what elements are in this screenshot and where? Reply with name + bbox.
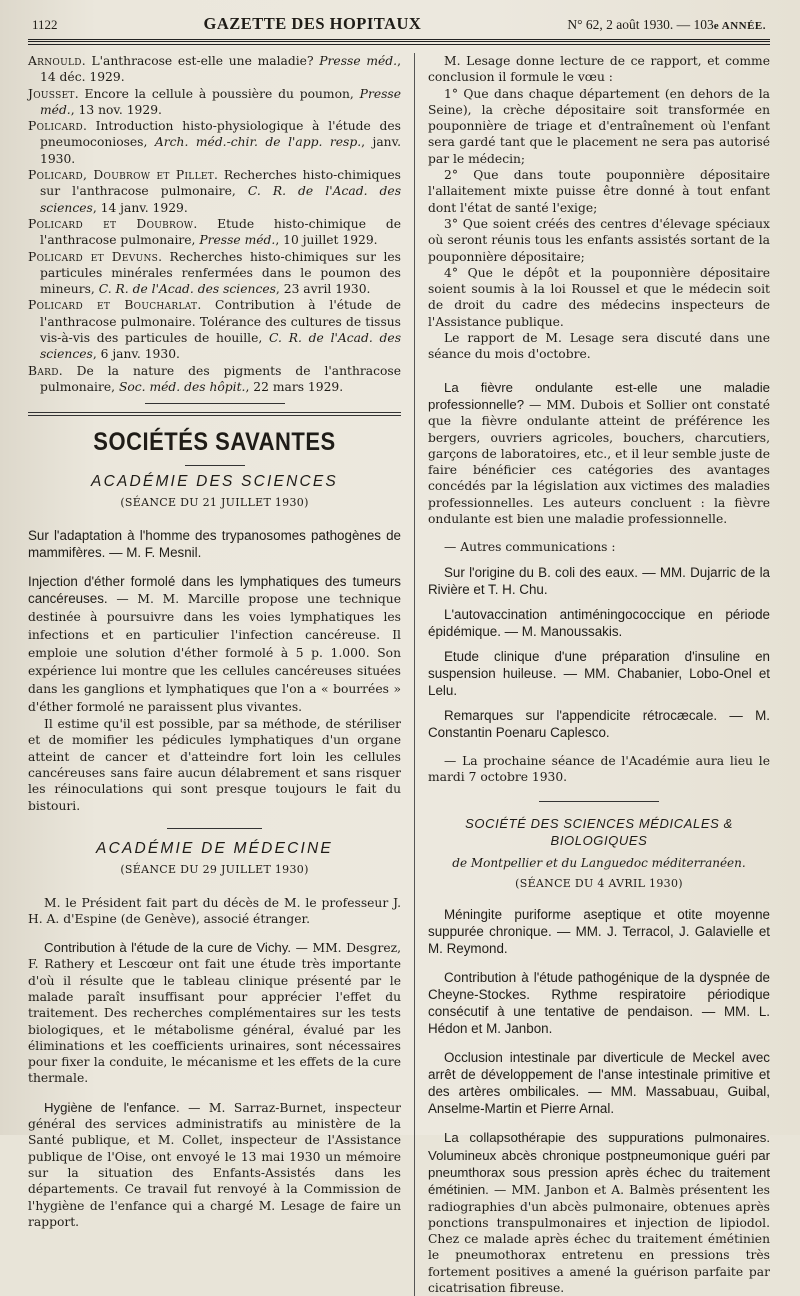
- reference-author: Policard: [28, 119, 83, 134]
- article-body: Il estime qu'il est possible, par sa méthode, de stériliser et de momifier les pédicules lymphatiques d'un organe atteint de cancer et d'atteindre fort loin les cellules cancéreuses sans faire aucun délabrement et sans risquer les réinoculations qui sont presque toujours le fait du bistouri.: [28, 717, 401, 813]
- reference-item: [28, 216, 401, 249]
- reference-author: Jousset: [28, 86, 75, 101]
- reference-date: , 13 nov. 1929.: [70, 102, 162, 117]
- reference-item: [28, 363, 401, 396]
- communication-title: Sur l'origine du B. coli des eaux. — MM. Dujarric de la Rivière et T. H. Chu.: [428, 564, 770, 597]
- reference-text: . Recherches histo-chimiques sur les particules minérales renfermées dans le poumon des mineurs,: [40, 249, 401, 297]
- societe-title: SOCIÉTÉ DES SCIENCES MÉDICALES & BIOLOGIQUES: [465, 816, 733, 848]
- article-body: M. le Président fait part du décès de M. le professeur J. H. A. d'Espine (de Genève), associé étranger.: [28, 895, 401, 926]
- reference-author: Policard et Boucharlat: [28, 298, 198, 313]
- reference-date: , 22 mars 1929.: [245, 379, 344, 394]
- societe-subtitle: de Montpellier et du Languedoc méditerranéen.: [452, 855, 746, 870]
- divider: [167, 828, 262, 829]
- reference-source: C. R. de l'Acad. des sciences: [40, 184, 402, 215]
- reference-item: [28, 86, 401, 119]
- reference-author: Policard et Doubrow: [28, 216, 194, 231]
- academie-medecine-title: ACADÉMIE DE MÉDECINE: [96, 839, 333, 857]
- seance-date: (SÉANCE DU 29 JUILLET 1930): [120, 863, 309, 877]
- communication-title: Occlusion intestinale par diverticule de Meckel avec arrêt de développement de l'anse intestinale primitive et des artères ombilicales. — MM. Massabuau, Guibal, Anselme-Martin et Pierre Arnal.: [428, 1050, 770, 1117]
- reference-date: , 6 janv. 1930.: [92, 347, 180, 362]
- page-header: [28, 14, 770, 34]
- right-column: [415, 53, 770, 1296]
- article-body: — La prochaine séance de l'Académie aura lieu le mardi 7 octobre 1930.: [428, 753, 770, 784]
- communication-title: Etude clinique d'une préparation d'insuline en suspension huileuse. — MM. Chabanier, Lobo-Onel et Lelu.: [428, 648, 770, 698]
- left-column: [28, 53, 415, 1296]
- article-body: M. Lesage donne lecture de ce rapport, et comme conclusion il formule le vœu :: [428, 54, 770, 85]
- article-body: Le rapport de M. Lesage sera discuté dans une séance du mois d'octobre.: [428, 331, 770, 362]
- reference-date: , 14 janv. 1929.: [92, 200, 188, 215]
- reference-list: [28, 53, 401, 395]
- reference-date: , 23 avril 1930.: [275, 282, 371, 297]
- voeu-item: 3° Que soient créés des centres d'élevage spéciaux où seront réunis tous les enfants assistés sortant de la pouponnière dépositaire;: [428, 216, 770, 264]
- reference-item: [28, 297, 401, 362]
- voeu-item: 4° Que le dépôt et la pouponnière dépositaire soient soumis à la loi Roussel et que le médecin soit de droit du cadre des médecins inspecteurs de l'Assistance publique.: [428, 265, 770, 329]
- reference-text: . Contribution à l'étude de l'anthracose pulmonaire. Tolérance des cultures de tissus vis-à-vis des particules de houille,: [40, 298, 401, 346]
- reference-text: . Encore la cellule à poussière du poumon,: [74, 86, 360, 101]
- reference-date: , 14 déc. 1929.: [40, 54, 401, 85]
- divider: [145, 403, 285, 404]
- reference-text: . Recherches histo-chimiques sur l'anthracose pulmonaire,: [40, 168, 401, 199]
- communication-title: Contribution à l'étude pathogénique de la dyspnée de Cheyne-Stockes. Rythme respiratoire périodique consécutif à une tentative de pendaison. — MM. L. Hédon et M. Janbon.: [428, 970, 770, 1037]
- seance-date: (SÉANCE DU 21 JUILLET 1930): [120, 495, 309, 509]
- reference-source: Presse méd.: [319, 54, 398, 68]
- page-number: 1122: [32, 17, 58, 32]
- divider: [539, 801, 659, 802]
- divider: [185, 465, 245, 466]
- reference-source: Soc. méd. des hôpit.: [118, 379, 246, 394]
- reference-author: Policard et Devuns: [28, 249, 159, 264]
- article-body: La collapsothérapie des suppurations pulmonaires. Volumineux abcès chronique postpneumonique guéri par pneumthorax sous pression après échec du traitement émétinien. — MM. Janbon et A. Balmès présentent les radiographies d'un abcès pulmonaire, obtenues après ponctions transpulmonaires et injection de lipiodol. Chez ce malade après échec du traitement émétinien le pneumothorax entretenu en pressions très fortement positives a amené la guérison parfaite par cicatrisation fibreuse.: [428, 1130, 770, 1296]
- article-title: Sur l'adaptation à l'homme des trypanosomes pathogènes de mammifères. — M. F. Mesnil.: [28, 528, 401, 561]
- voeu-item: 2° Que dans toute pouponnière dépositaire l'allaitement mixte puisse être donné à tout enfant dont l'état de santé l'exige;: [428, 168, 770, 215]
- journal-title: GAZETTE DES HOPITAUX: [203, 14, 422, 33]
- reference-source: C. R. de l'Acad. des sciences: [98, 282, 276, 297]
- reference-source: Arch. méd.-chir. de l'app. resp.: [154, 135, 362, 150]
- header-rule: [28, 39, 770, 45]
- article-body: Hygiène de l'enfance. — M. Sarraz-Burnet, inspecteur général des services administratifs au ministère de la Santé publique, et M. Collet, inspecteur de l'Assistance publique de l'Oise, ont envoyé le 13 mai 1930 un mémoire sur la situation des Enfants-Assistés dans les départements. Ce travail fut renvoyé à la Commission de l'hygiène de l'enfance qui a chargé M. Lesage de faire un rapport.: [28, 1099, 401, 1229]
- issue-info: N° 62, 2 août 1930. — 103e ANNÉE.: [567, 17, 766, 32]
- reference-author: Policard, Doubrow et Pillet: [28, 168, 215, 183]
- communication-title: Remarques sur l'appendicite rétrocæcale. — M. Constantin Poenaru Caplesco.: [428, 707, 770, 740]
- reference-text: . De la nature des pigments de l'anthracose pulmonaire,: [40, 363, 401, 394]
- article-body: Contribution à l'étude de la cure de Vichy. — MM. Desgrez, F. Rathery et Lescœur ont fait une étude très importante d'où il résulte que le tableau clinique présenté par le malade paraît insuffisant pour apprécier l'effet du traitement. Des recherches complémentaires sur les tests biologiques, et le métabolisme général, évalué par les éliminations et les coefficients urinaires, sont nécessaires pour fixer la conduite, le mécanisme et les effets de la cure thermale.: [28, 940, 401, 1086]
- reference-item: [28, 249, 401, 298]
- section-divider: [28, 412, 401, 416]
- reference-source: Presse méd.: [40, 86, 401, 117]
- reference-text: . L'anthracose est-elle une maladie?: [81, 54, 320, 68]
- reference-item: [28, 167, 401, 216]
- section-title: SOCIÉTÉS SAVANTES: [93, 427, 336, 457]
- reference-item: [28, 118, 401, 167]
- communication-title: L'autovaccination antiméningococcique en période épidémique. — M. Manoussakis.: [428, 606, 770, 639]
- communication-title: Méningite puriforme aseptique et otite moyenne suppurée chronique. — MM. J. Terracol, J. Galavielle et M. Reymond.: [428, 907, 770, 957]
- seance-date: (SÉANCE DU 4 AVRIL 1930): [515, 877, 683, 891]
- voeu-item: 1° Que dans chaque département (en dehors de la Seine), la crèche dépositaire soit transformée en pouponnière de triage et d'entraînement où l'enfant sera gardé tant que le placement ne sera pas autorisé par le médecin;: [428, 86, 770, 166]
- reference-date: , janv. 1930.: [40, 135, 401, 166]
- reference-text: . Introduction histo-physiologique à l'étude des pneumoconioses,: [40, 119, 401, 150]
- article-body: La fièvre ondulante est-elle une maladie professionnelle? — MM. Dubois et Sollier ont constaté que la fièvre ondulante atteint de préférence les bergers, ouvriers agricoles, bouchers, charcutiers, garçons de laboratoires, etc., et il leur semble juste de faire bénéficier ces catégories des avantages concédés par la législation aux victimes des maladies professionnelles. Les auteurs concluent : la fièvre ondulante est bien une maladie professionnelle.: [428, 379, 770, 527]
- article-title: Injection d'éther formolé dans les lymphatiques des tumeurs cancéreuses. — M. M. Marcille propose une technique destinée à poursuivre dans les voies lymphatiques les infections et en particulier l'infection cancéreuse. Il emploie une solution d'éther formolé à 5 p. 1.000. Son expérience lui montre que les cellules cancéreuses situées dans les ganglions et lymphatiques que l'on a « bourrées » d'éther formolé ne paraissent plus vivantes.: [28, 574, 401, 715]
- reference-date: , 10 juillet 1929.: [275, 233, 378, 248]
- reference-text: . Etude histo-chimique de l'anthracose pulmonaire,: [40, 216, 401, 248]
- reference-item: [28, 53, 401, 86]
- reference-source: Presse méd.: [199, 233, 276, 248]
- reference-author: Bard: [28, 363, 59, 378]
- article-body: — Autres communications :: [444, 540, 616, 555]
- reference-source: C. R. de l'Acad. des sciences: [40, 331, 402, 362]
- academie-sciences-title: ACADÉMIE DES SCIENCES: [91, 472, 338, 490]
- reference-author: Arnould: [28, 54, 82, 68]
